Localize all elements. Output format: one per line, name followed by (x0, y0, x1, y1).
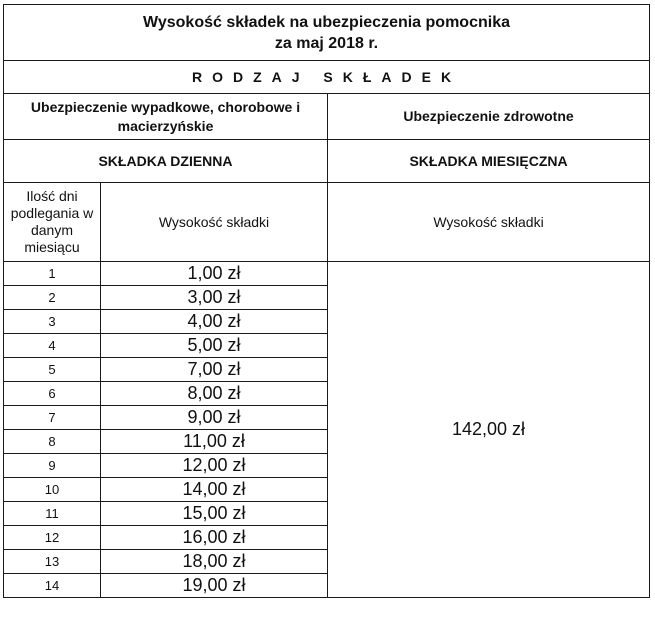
table-row (4, 262, 650, 286)
day-count-cell: 9 (4, 454, 101, 478)
day-count-cell: 4 (4, 334, 101, 358)
daily-amount-cell: 7,00 zł (101, 358, 328, 382)
title-line-2: za maj 2018 r. (274, 34, 379, 52)
day-count-cell: 2 (4, 286, 101, 310)
day-count-cell: 7 (4, 406, 101, 430)
daily-amount-cell: 5,00 zł (101, 334, 328, 358)
table-title (4, 5, 650, 61)
insurance-types-row (4, 94, 650, 140)
daily-amount-cell: 14,00 zł (101, 478, 328, 502)
daily-amount-header: Wysokość składki (101, 183, 328, 262)
day-count-cell: 3 (4, 310, 101, 334)
daily-amount-cell: 3,00 zł (101, 286, 328, 310)
daily-amount-cell: 18,00 zł (101, 550, 328, 574)
day-count-cell: 1 (4, 262, 101, 286)
monthly-amount-header: Wysokość składki (328, 183, 650, 262)
daily-contribution-header: SKŁADKA DZIENNA (4, 140, 328, 183)
column-header-row (4, 183, 650, 262)
daily-amount-cell: 12,00 zł (101, 454, 328, 478)
day-count-cell: 13 (4, 550, 101, 574)
day-count-cell: 11 (4, 502, 101, 526)
days-header: Ilość dni podlegania w danym miesiącu (4, 183, 101, 262)
daily-amount-cell: 16,00 zł (101, 526, 328, 550)
contribution-kind-row (4, 140, 650, 183)
title-line-1: Wysokość składek na ubezpieczenia pomocnika (143, 13, 510, 31)
health-insurance-header: Ubezpieczenie zdrowotne (328, 94, 650, 140)
section-label: RODZAJ SKŁADEK (4, 61, 650, 94)
section-row (4, 61, 650, 94)
contribution-table (3, 4, 650, 598)
day-count-cell: 8 (4, 430, 101, 454)
title-row (4, 5, 650, 61)
day-count-cell: 5 (4, 358, 101, 382)
daily-amount-cell: 11,00 zł (101, 430, 328, 454)
day-count-cell: 12 (4, 526, 101, 550)
monthly-contribution-header: SKŁADKA MIESIĘCZNA (328, 140, 650, 183)
day-count-cell: 14 (4, 574, 101, 598)
monthly-amount-cell: 142,00 zł (328, 262, 650, 598)
daily-amount-cell: 8,00 zł (101, 382, 328, 406)
daily-amount-cell: 19,00 zł (101, 574, 328, 598)
accident-sickness-maternity-header: Ubezpieczenie wypadkowe, chorobowe i macierzyńskie (4, 94, 328, 140)
day-count-cell: 10 (4, 478, 101, 502)
daily-amount-cell: 9,00 zł (101, 406, 328, 430)
daily-amount-cell: 15,00 zł (101, 502, 328, 526)
daily-amount-cell: 4,00 zł (101, 310, 328, 334)
day-count-cell: 6 (4, 382, 101, 406)
daily-amount-cell: 1,00 zł (101, 262, 328, 286)
